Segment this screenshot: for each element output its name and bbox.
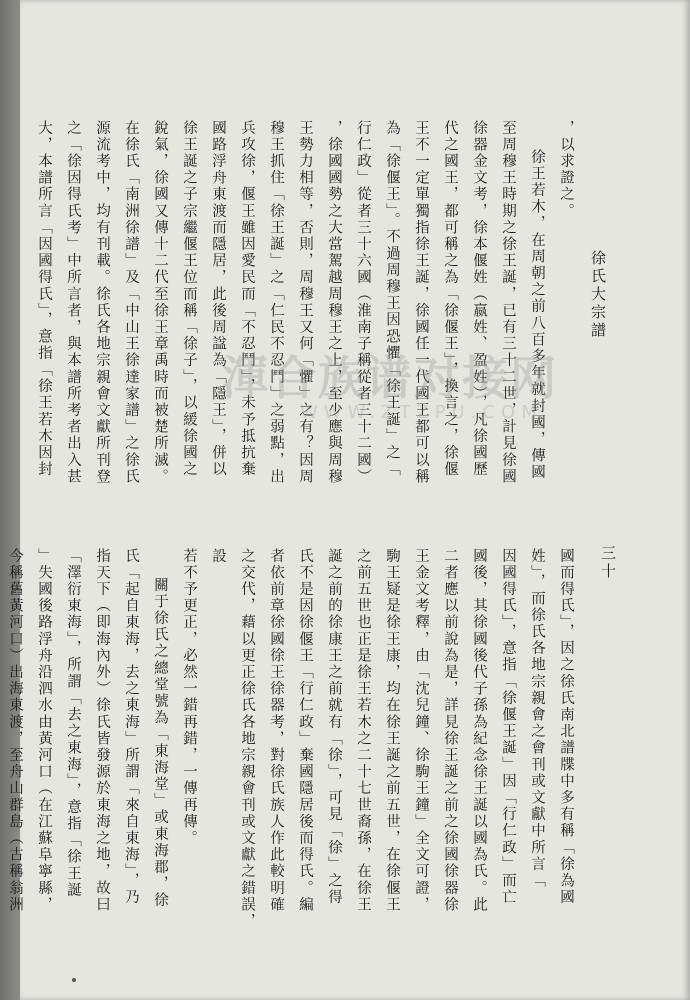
text-column: 」失國後路浮舟沿泗水由黃河口（在江蘇阜寧縣， xyxy=(36,548,52,914)
text-column: ，以求證之。 xyxy=(558,120,574,220)
text-column: 徐器金文考，徐本偃姓（嬴姓、盈姓），凡徐國歷 xyxy=(471,120,487,478)
text-column: 大，本譜所言「因國得氏」，意指「徐王若木因封 xyxy=(36,120,52,478)
lower-text-block xyxy=(7,548,580,933)
text-column: 之「徐因得氏考」中所言者，與本譜所考者出入甚 xyxy=(65,120,81,486)
text-column: ，徐國國勢之大當駕越周穆王之上，至少應與周穆 xyxy=(326,120,342,486)
text-column: 在徐氏「南洲徐譜」及「中山王徐達家譜」之徐氏 xyxy=(123,120,139,486)
text-column: 姓」，而徐氏各地宗親會之會刊或文獻中所言「 xyxy=(529,548,545,890)
text-column: 「澤衍東海」，所謂「去之東海」，意指「徐王誕 xyxy=(65,548,81,899)
watermark-url: WWW.ZTZPU.COM xyxy=(300,402,543,423)
text-column: 代之國王，都可稱之為「徐偃王」，換言之，徐偃 xyxy=(442,120,458,478)
text-column: 徐王若木，在周朝之前八百多年就封國，傳國 xyxy=(529,149,545,481)
text-column: 誕之前的徐康王之前就有「徐」，可見「徐」之得 xyxy=(326,548,342,906)
text-column: 氏「起自東海，去之東海」所謂「來自東海」，乃 xyxy=(123,548,139,906)
text-column: 為「徐偃王」。不過周穆王因恐懼「徐王誕」之「 xyxy=(384,120,400,478)
text-column: 銳氣，徐國又傳十二代至徐王章禹時而被楚所滅。 xyxy=(152,120,168,486)
text-column: 今稱舊黃河口）出海東渡，至舟山群島（古稱翁洲 xyxy=(7,548,23,914)
text-column: 至周穆王時期之徐王誕，已有三十二世，計見徐國 xyxy=(500,120,516,486)
text-column: 氏不是因徐偃王「行仁政」棄國隱居後而得氏。編 xyxy=(297,548,313,914)
text-column: 王不一定單獨指徐王誕，徐國任一代國王都可以稱 xyxy=(413,120,429,486)
page-number: 三十 xyxy=(599,545,617,581)
text-column: 關于徐氏之總堂號為「東海堂」或東海郡，徐 xyxy=(152,577,168,909)
text-column: 二者應以前說為是，詳見徐王誕之前之徐國徐器徐 xyxy=(442,548,458,914)
page-header-title: 徐氏大宗譜 xyxy=(589,250,607,340)
text-column: 王金文考釋，由「沈兒鐘、徐駒王鐘」全文可證， xyxy=(413,548,429,914)
text-column: 國後，其徐國後代子孫為紀念徐王誕以國為氏。此 xyxy=(471,548,487,914)
text-column: 徐王誕之子宗繼偃王位而稱「徐子」，以緩徐國之 xyxy=(181,120,197,478)
upper-text-block xyxy=(36,120,580,530)
text-column: 因國得氏」，意指「徐偃王誕」因「行仁政」而亡 xyxy=(500,548,516,906)
text-column: 行仁政」從者三十六國（淮南子稱從者三十二國） xyxy=(355,120,371,486)
text-column: 之交代，藉以更正徐氏各地宗親會刊或文獻之錯誤，設 xyxy=(210,548,255,930)
text-column: 王勢力相等，否則，周穆王又何「懼」之有？因周 xyxy=(297,120,313,486)
text-column: 穆王抓住「徐王誕」之「仁民不忍鬥」之弱點，出 xyxy=(268,120,284,486)
text-column: 之前五世也正是徐王若木之二十七世裔孫，在徐王 xyxy=(355,548,371,914)
text-column: 指天下（即海內外）徐氏皆發源於東海之地，故曰 xyxy=(94,548,110,914)
watermark-text: 渾合族谱对接网 xyxy=(222,351,558,405)
text-column: 若不予更正，必然一錯再錯，一傳再傳。 xyxy=(181,548,197,847)
text-column: 源流考中，均有刊載。徐氏各地宗親會文獻所刊登 xyxy=(94,120,110,486)
text-column: 國路浮舟東渡而隱居，此後周諡為「隱王」，併以 xyxy=(210,120,226,478)
text-column: 兵攻徐，偃王雖因愛民而「不忍鬥」，未予抵抗棄 xyxy=(239,120,255,478)
text-column: 國而得氏」，因之徐氏南北譜牒中多有稱「徐為國 xyxy=(558,548,574,906)
page-speck xyxy=(72,978,76,982)
text-column: 者依前章徐國徐王徐器考，對徐氏族人作此較明確 xyxy=(268,548,284,914)
text-column: 駒王疑是徐王康，均在徐王誕之前五世，在徐偃王 xyxy=(384,548,400,914)
